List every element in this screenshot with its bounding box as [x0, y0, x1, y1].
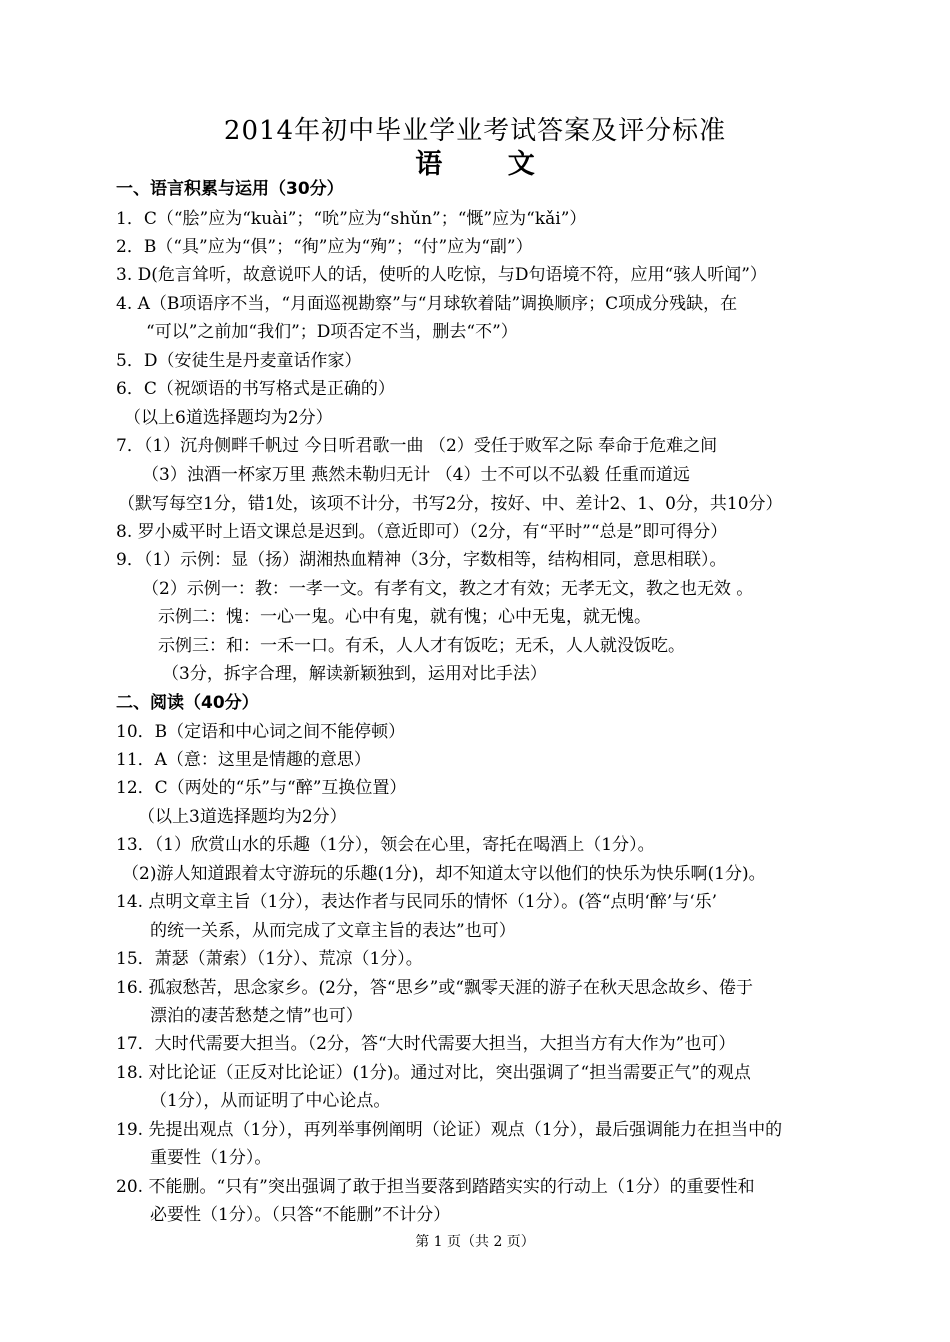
answer-line-7b: （3）浊酒一杯家万里 燕然未勒归无计 （4）士不可以不弘毅 任重而道远: [142, 465, 690, 485]
answer-line-9b: （2）示例一：教：一孝一文。有孝有文，教之才有效；无孝无文，教之也无效 。: [142, 579, 754, 599]
answer-line-18: 18. 对比论证（正反对比论证）(1分)。通过对比，突出强调了“担当需要正气”的观点: [116, 1063, 751, 1083]
answer-line-13a: 13．（1）欣赏山水的乐趣（1分），领会在心里，寄托在喝酒上（1分）。: [116, 835, 655, 855]
answer-line-16: 16. 孤寂愁苦，思念家乡。(2分，答“思乡”或“飘零天涯的游子在秋天思念故乡、倦于: [116, 978, 753, 998]
score-note-2: （以上3道选择题均为2分）: [138, 807, 347, 827]
document-subtitle: 语 文: [415, 149, 563, 180]
answer-line-4: 4. A（B项语序不当，“月面巡视勘察”与“月球软着陆”调换顺序；C项成分残缺，在: [116, 294, 738, 314]
answer-line-9c: 示例二：愧：一心一鬼。心中有鬼，就有愧；心中无鬼，就无愧。: [158, 607, 651, 627]
score-note-1: （以上6道选择题均为2分）: [124, 408, 333, 428]
answer-line-14-cont: 的统一关系，从而完成了文章主旨的表达”也可）: [150, 921, 516, 941]
answer-line-1: 1．C（“脍”应为“kuài”；“吮”应为“shǔn”；“慨”应为“kǎi”）: [116, 209, 587, 229]
answer-line-11: 11．A（意：这里是情趣的意思）: [116, 750, 371, 770]
page-footer: 第 1 页（共 2 页）: [415, 1234, 535, 1250]
answer-line-4-cont: “可以”之前加“我们”；D项否定不当，删去“不”）: [146, 322, 518, 342]
answer-line-14: 14. 点明文章主旨（1分），表达作者与民同乐的情怀（1分）。(答“点明‘醉’与‘乐’: [116, 892, 718, 912]
answer-line-19: 19. 先提出观点（1分），再列举事例阐明（论证）观点（1分），最后强调能力在担当中的: [116, 1120, 783, 1140]
document-title: 2014年初中毕业学业考试答案及评分标准: [223, 116, 727, 146]
section-heading-2: 二、阅读（40分）: [116, 693, 259, 713]
answer-line-15: 15．萧瑟（萧索）（1分）、荒凉（1分）。: [116, 949, 423, 969]
answer-line-7a: 7．（1）沉舟侧畔千帆过 今日听君歌一曲 （2）受任于败军之际 奉命于危难之间: [116, 436, 718, 456]
answer-line-10: 10．B（定语和中心词之间不能停顿）: [116, 722, 406, 742]
answer-line-9a: 9．（1）示例：显（扬）湖湘热血精神（3分，字数相等，结构相同，意思相联）。: [116, 550, 727, 570]
answer-line-6: 6．C（祝颂语的书写格式是正确的）: [116, 379, 395, 399]
answer-line-3: 3. D(危言耸听，故意说吓人的话，使听的人吃惊，与D句语境不符，应用“骇人听闻”）: [116, 265, 767, 285]
score-note-7: （默写每空1分，错1处，该项不计分，书写2分，按好、中、差计2、1、0分，共10分）: [118, 494, 783, 514]
answer-line-9d: 示例三：和：一禾一口。有禾，人人才有饭吃；无禾，人人就没饭吃。: [158, 636, 685, 656]
answer-line-8: 8. 罗小威平时上语文课总是迟到。（意近即可）（2分，有“平时”“总是”即可得分）: [116, 522, 728, 542]
answer-line-20: 20. 不能删。“只有”突出强调了敢于担当要落到踏踏实实的行动上（1分）的重要性和: [116, 1177, 755, 1197]
answer-line-2: 2．B（“具”应为“俱”；“徇”应为“殉”；“付”应为“副”）: [116, 237, 533, 257]
answer-line-5: 5．D（安徒生是丹麦童话作家）: [116, 351, 362, 371]
answer-line-18-cont: （1分），从而证明了中心论点。: [150, 1091, 391, 1111]
answer-line-17: 17．大时代需要大担当。（2分，答“大时代需要大担当，大担当方有大作为”也可）: [116, 1034, 736, 1054]
answer-line-19-cont: 重要性（1分）。: [150, 1148, 272, 1168]
answer-line-12: 12．C（两处的“乐”与“醉”互换位置）: [116, 778, 407, 798]
answer-line-20-cont: 必要性（1分）。（只答“不能删”不计分）: [150, 1205, 451, 1225]
score-note-9: （3分，拆字合理，解读新颖独到，运用对比手法）: [162, 664, 547, 684]
answer-line-13b: （2)游人知道跟着太守游玩的乐趣(1分)，却不知道太守以他们的快乐为快乐啊(1分)。: [122, 864, 766, 884]
section-heading-1: 一、语言积累与运用（30分）: [116, 179, 344, 199]
answer-line-16-cont: 漂泊的凄苦愁楚之情”也可）: [150, 1006, 363, 1026]
